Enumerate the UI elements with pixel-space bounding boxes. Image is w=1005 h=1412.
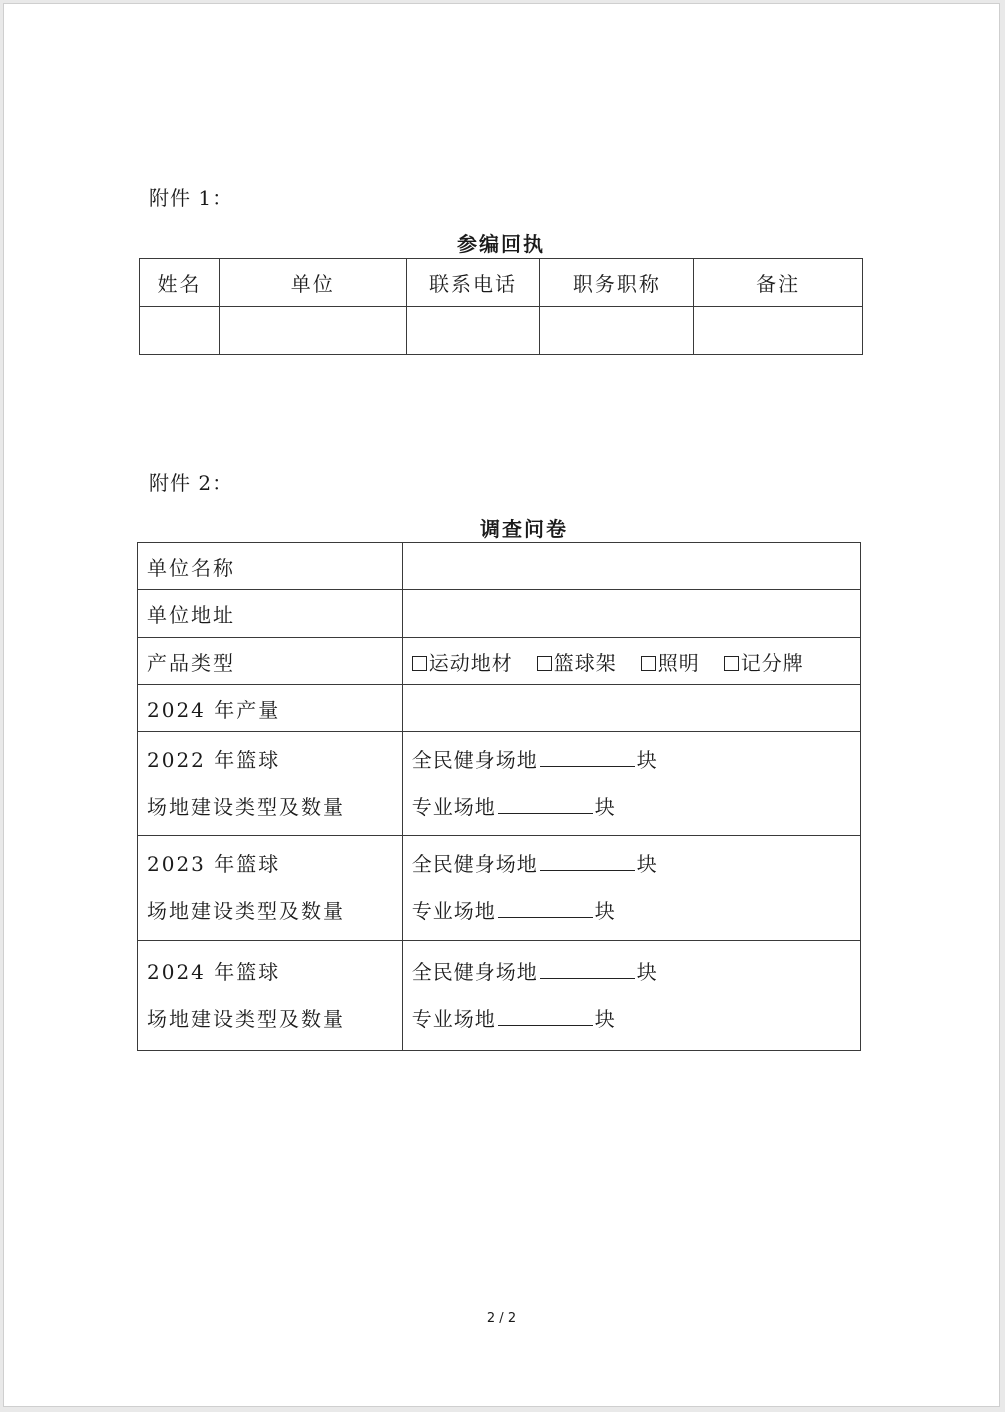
output-2024-label: 2024 年产量 xyxy=(138,685,403,732)
product-type-label: 产品类型 xyxy=(138,638,403,685)
construction-row-2023 xyxy=(138,836,861,941)
checkbox-icon[interactable] xyxy=(412,656,427,671)
attachment-2-label: 附件 2： xyxy=(149,471,234,495)
unit-name-label: 单位名称 xyxy=(138,543,403,590)
unit-name-field[interactable] xyxy=(402,543,860,590)
checkbox-icon[interactable] xyxy=(641,656,656,671)
public-fitness-count-blank[interactable] xyxy=(540,850,635,871)
cell-unit[interactable] xyxy=(219,307,406,355)
header-title: 职务职称 xyxy=(540,259,694,307)
construction-2022-fields: 全民健身场地 块 专业场地 块 xyxy=(402,732,860,836)
professional-count-blank[interactable] xyxy=(498,897,593,918)
option-scoreboard[interactable]: 记分牌 xyxy=(724,651,804,675)
construction-row-2024 xyxy=(138,941,861,1051)
document-page xyxy=(3,3,1000,1407)
receipt-table xyxy=(139,258,863,355)
checkbox-icon[interactable] xyxy=(537,656,552,671)
cell-title[interactable] xyxy=(540,307,694,355)
construction-2023-fields: 全民健身场地 块 专业场地 块 xyxy=(402,836,860,941)
attachment-2-title: 调查问卷 xyxy=(480,517,568,541)
header-phone: 联系电话 xyxy=(406,259,540,307)
option-sports-flooring[interactable]: 运动地材 xyxy=(412,651,513,675)
public-fitness-count-blank[interactable] xyxy=(540,958,635,979)
page-number: 2 / 2 xyxy=(486,1311,517,1326)
construction-2023-label: 2023 年篮球 场地建设类型及数量 xyxy=(138,836,403,941)
attachment-1-label: 附件 1： xyxy=(149,186,234,210)
construction-2022-label: 2022 年篮球 场地建设类型及数量 xyxy=(138,732,403,836)
unit-address-label: 单位地址 xyxy=(138,590,403,638)
option-basketball-stand[interactable]: 篮球架 xyxy=(537,651,617,675)
construction-2024-label: 2024 年篮球 场地建设类型及数量 xyxy=(138,941,403,1051)
option-lighting[interactable]: 照明 xyxy=(641,651,700,675)
construction-row-2022 xyxy=(138,732,861,836)
public-fitness-count-blank[interactable] xyxy=(540,746,635,767)
header-name: 姓名 xyxy=(140,259,220,307)
cell-phone[interactable] xyxy=(406,307,540,355)
unit-address-field[interactable] xyxy=(402,590,860,638)
professional-count-blank[interactable] xyxy=(498,793,593,814)
checkbox-icon[interactable] xyxy=(724,656,739,671)
header-unit: 单位 xyxy=(219,259,406,307)
attachment-1-title: 参编回执 xyxy=(457,232,545,256)
survey-table xyxy=(137,542,861,1051)
construction-2024-fields: 全民健身场地 块 专业场地 块 xyxy=(402,941,860,1051)
cell-name[interactable] xyxy=(140,307,220,355)
header-remarks: 备注 xyxy=(694,259,863,307)
professional-count-blank[interactable] xyxy=(498,1005,593,1026)
product-type-options xyxy=(402,638,860,685)
output-2024-field[interactable] xyxy=(402,685,860,732)
cell-remarks[interactable] xyxy=(694,307,863,355)
